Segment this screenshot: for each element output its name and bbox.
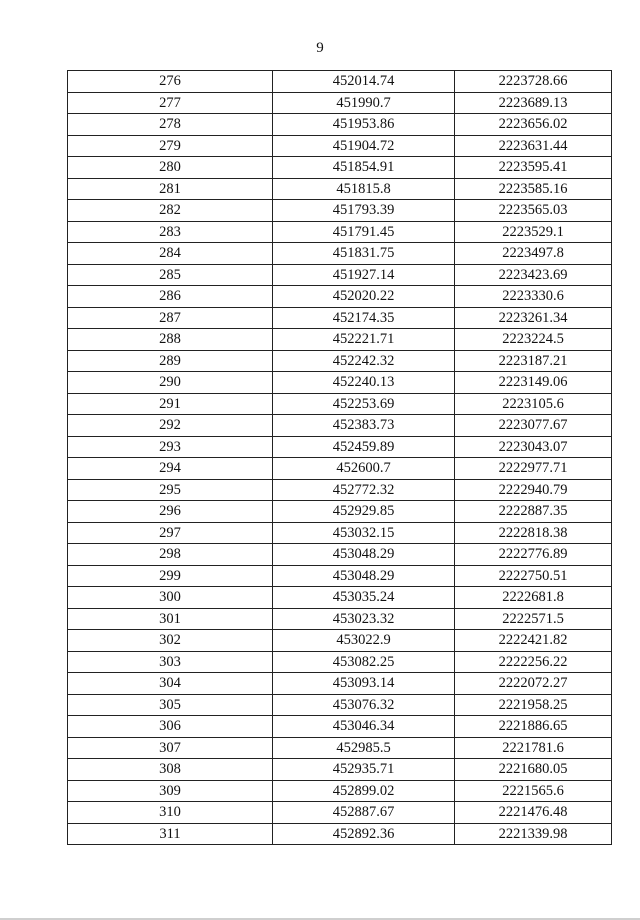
table-row: [68, 221, 612, 243]
table-row: [68, 178, 612, 200]
point-number-cell: 287: [68, 307, 273, 329]
point-number-cell: 282: [68, 200, 273, 222]
x-coordinate-cell: 452242.32: [273, 350, 455, 372]
table-row: [68, 286, 612, 308]
point-number-cell: 302: [68, 630, 273, 652]
x-coordinate-cell: 451953.86: [273, 114, 455, 136]
x-coordinate-cell: 452014.74: [273, 71, 455, 93]
coordinate-table-body: [68, 71, 612, 845]
y-coordinate-cell: 2223689.13: [455, 92, 612, 114]
y-coordinate-cell: 2221886.65: [455, 716, 612, 738]
coordinate-table: [67, 70, 612, 845]
point-number-cell: 285: [68, 264, 273, 286]
point-number-cell: 286: [68, 286, 273, 308]
x-coordinate-cell: 451904.72: [273, 135, 455, 157]
point-number-cell: 288: [68, 329, 273, 351]
table-row: [68, 436, 612, 458]
point-number-cell: 293: [68, 436, 273, 458]
x-coordinate-cell: 451854.91: [273, 157, 455, 179]
point-number-cell: 284: [68, 243, 273, 265]
point-number-cell: 291: [68, 393, 273, 415]
point-number-cell: 277: [68, 92, 273, 114]
table-row: [68, 135, 612, 157]
table-row: [68, 565, 612, 587]
y-coordinate-cell: 2222421.82: [455, 630, 612, 652]
table-row: [68, 200, 612, 222]
y-coordinate-cell: 2222681.8: [455, 587, 612, 609]
point-number-cell: 281: [68, 178, 273, 200]
x-coordinate-cell: 452935.71: [273, 759, 455, 781]
point-number-cell: 300: [68, 587, 273, 609]
x-coordinate-cell: 452174.35: [273, 307, 455, 329]
x-coordinate-cell: 451831.75: [273, 243, 455, 265]
page-number: 9: [316, 40, 324, 56]
point-number-cell: 295: [68, 479, 273, 501]
x-coordinate-cell: 451927.14: [273, 264, 455, 286]
x-coordinate-cell: 453076.32: [273, 694, 455, 716]
point-number-cell: 292: [68, 415, 273, 437]
table-row: [68, 307, 612, 329]
table-row: [68, 479, 612, 501]
table-row: [68, 716, 612, 738]
x-coordinate-cell: 451791.45: [273, 221, 455, 243]
table-row: [68, 802, 612, 824]
x-coordinate-cell: 452221.71: [273, 329, 455, 351]
y-coordinate-cell: 2223261.34: [455, 307, 612, 329]
point-number-cell: 310: [68, 802, 273, 824]
point-number-cell: 305: [68, 694, 273, 716]
table-row: [68, 350, 612, 372]
point-number-cell: 299: [68, 565, 273, 587]
x-coordinate-cell: 452383.73: [273, 415, 455, 437]
y-coordinate-cell: 2223631.44: [455, 135, 612, 157]
point-number-cell: 303: [68, 651, 273, 673]
table-row: [68, 587, 612, 609]
y-coordinate-cell: 2223043.07: [455, 436, 612, 458]
y-coordinate-cell: 2221958.25: [455, 694, 612, 716]
y-coordinate-cell: 2223565.03: [455, 200, 612, 222]
x-coordinate-cell: 453032.15: [273, 522, 455, 544]
y-coordinate-cell: 2223187.21: [455, 350, 612, 372]
table-row: [68, 759, 612, 781]
y-coordinate-cell: 2223105.6: [455, 393, 612, 415]
x-coordinate-cell: 452772.32: [273, 479, 455, 501]
x-coordinate-cell: 453023.32: [273, 608, 455, 630]
y-coordinate-cell: 2222750.51: [455, 565, 612, 587]
x-coordinate-cell: 451815.8: [273, 178, 455, 200]
x-coordinate-cell: 452459.89: [273, 436, 455, 458]
table-row: [68, 329, 612, 351]
x-coordinate-cell: 453082.25: [273, 651, 455, 673]
point-number-cell: 294: [68, 458, 273, 480]
table-row: [68, 673, 612, 695]
point-number-cell: 276: [68, 71, 273, 93]
table-row: [68, 737, 612, 759]
point-number-cell: 279: [68, 135, 273, 157]
point-number-cell: 296: [68, 501, 273, 523]
y-coordinate-cell: 2221339.98: [455, 823, 612, 845]
point-number-cell: 311: [68, 823, 273, 845]
y-coordinate-cell: 2221476.48: [455, 802, 612, 824]
point-number-cell: 308: [68, 759, 273, 781]
point-number-cell: 283: [68, 221, 273, 243]
x-coordinate-cell: 452240.13: [273, 372, 455, 394]
table-row: [68, 608, 612, 630]
table-row: [68, 544, 612, 566]
point-number-cell: 297: [68, 522, 273, 544]
x-coordinate-cell: 452020.22: [273, 286, 455, 308]
x-coordinate-cell: 452253.69: [273, 393, 455, 415]
point-number-cell: 301: [68, 608, 273, 630]
y-coordinate-cell: 2222776.89: [455, 544, 612, 566]
table-row: [68, 630, 612, 652]
x-coordinate-cell: 453048.29: [273, 565, 455, 587]
x-coordinate-cell: 453048.29: [273, 544, 455, 566]
table-row: [68, 243, 612, 265]
x-coordinate-cell: 451793.39: [273, 200, 455, 222]
point-number-cell: 298: [68, 544, 273, 566]
x-coordinate-cell: 451990.7: [273, 92, 455, 114]
table-row: [68, 92, 612, 114]
x-coordinate-cell: 452887.67: [273, 802, 455, 824]
x-coordinate-cell: 452985.5: [273, 737, 455, 759]
table-row: [68, 372, 612, 394]
y-coordinate-cell: 2222571.5: [455, 608, 612, 630]
table-row: [68, 157, 612, 179]
y-coordinate-cell: 2223585.16: [455, 178, 612, 200]
y-coordinate-cell: 2222072.27: [455, 673, 612, 695]
y-coordinate-cell: 2221680.05: [455, 759, 612, 781]
table-row: [68, 501, 612, 523]
x-coordinate-cell: 453022.9: [273, 630, 455, 652]
y-coordinate-cell: 2222256.22: [455, 651, 612, 673]
point-number-cell: 307: [68, 737, 273, 759]
x-coordinate-cell: 453046.34: [273, 716, 455, 738]
y-coordinate-cell: 2223330.6: [455, 286, 612, 308]
point-number-cell: 309: [68, 780, 273, 802]
y-coordinate-cell: 2223529.1: [455, 221, 612, 243]
y-coordinate-cell: 2221565.6: [455, 780, 612, 802]
table-row: [68, 522, 612, 544]
table-row: [68, 415, 612, 437]
table-row: [68, 393, 612, 415]
point-number-cell: 306: [68, 716, 273, 738]
table-row: [68, 264, 612, 286]
x-coordinate-cell: 452892.36: [273, 823, 455, 845]
y-coordinate-cell: 2223149.06: [455, 372, 612, 394]
table-row: [68, 780, 612, 802]
x-coordinate-cell: 453035.24: [273, 587, 455, 609]
point-number-cell: 289: [68, 350, 273, 372]
table-row: [68, 823, 612, 845]
table-row: [68, 114, 612, 136]
y-coordinate-cell: 2223497.8: [455, 243, 612, 265]
y-coordinate-cell: 2222887.35: [455, 501, 612, 523]
y-coordinate-cell: 2223077.67: [455, 415, 612, 437]
x-coordinate-cell: 453093.14: [273, 673, 455, 695]
y-coordinate-cell: 2222977.71: [455, 458, 612, 480]
table-row: [68, 651, 612, 673]
x-coordinate-cell: 452600.7: [273, 458, 455, 480]
table-row: [68, 71, 612, 93]
y-coordinate-cell: 2223728.66: [455, 71, 612, 93]
point-number-cell: 304: [68, 673, 273, 695]
x-coordinate-cell: 452899.02: [273, 780, 455, 802]
point-number-cell: 280: [68, 157, 273, 179]
y-coordinate-cell: 2223423.69: [455, 264, 612, 286]
y-coordinate-cell: 2222940.79: [455, 479, 612, 501]
x-coordinate-cell: 452929.85: [273, 501, 455, 523]
y-coordinate-cell: 2223224.5: [455, 329, 612, 351]
point-number-cell: 290: [68, 372, 273, 394]
y-coordinate-cell: 2221781.6: [455, 737, 612, 759]
point-number-cell: 278: [68, 114, 273, 136]
table-row: [68, 694, 612, 716]
table-row: [68, 458, 612, 480]
y-coordinate-cell: 2223595.41: [455, 157, 612, 179]
y-coordinate-cell: 2223656.02: [455, 114, 612, 136]
y-coordinate-cell: 2222818.38: [455, 522, 612, 544]
